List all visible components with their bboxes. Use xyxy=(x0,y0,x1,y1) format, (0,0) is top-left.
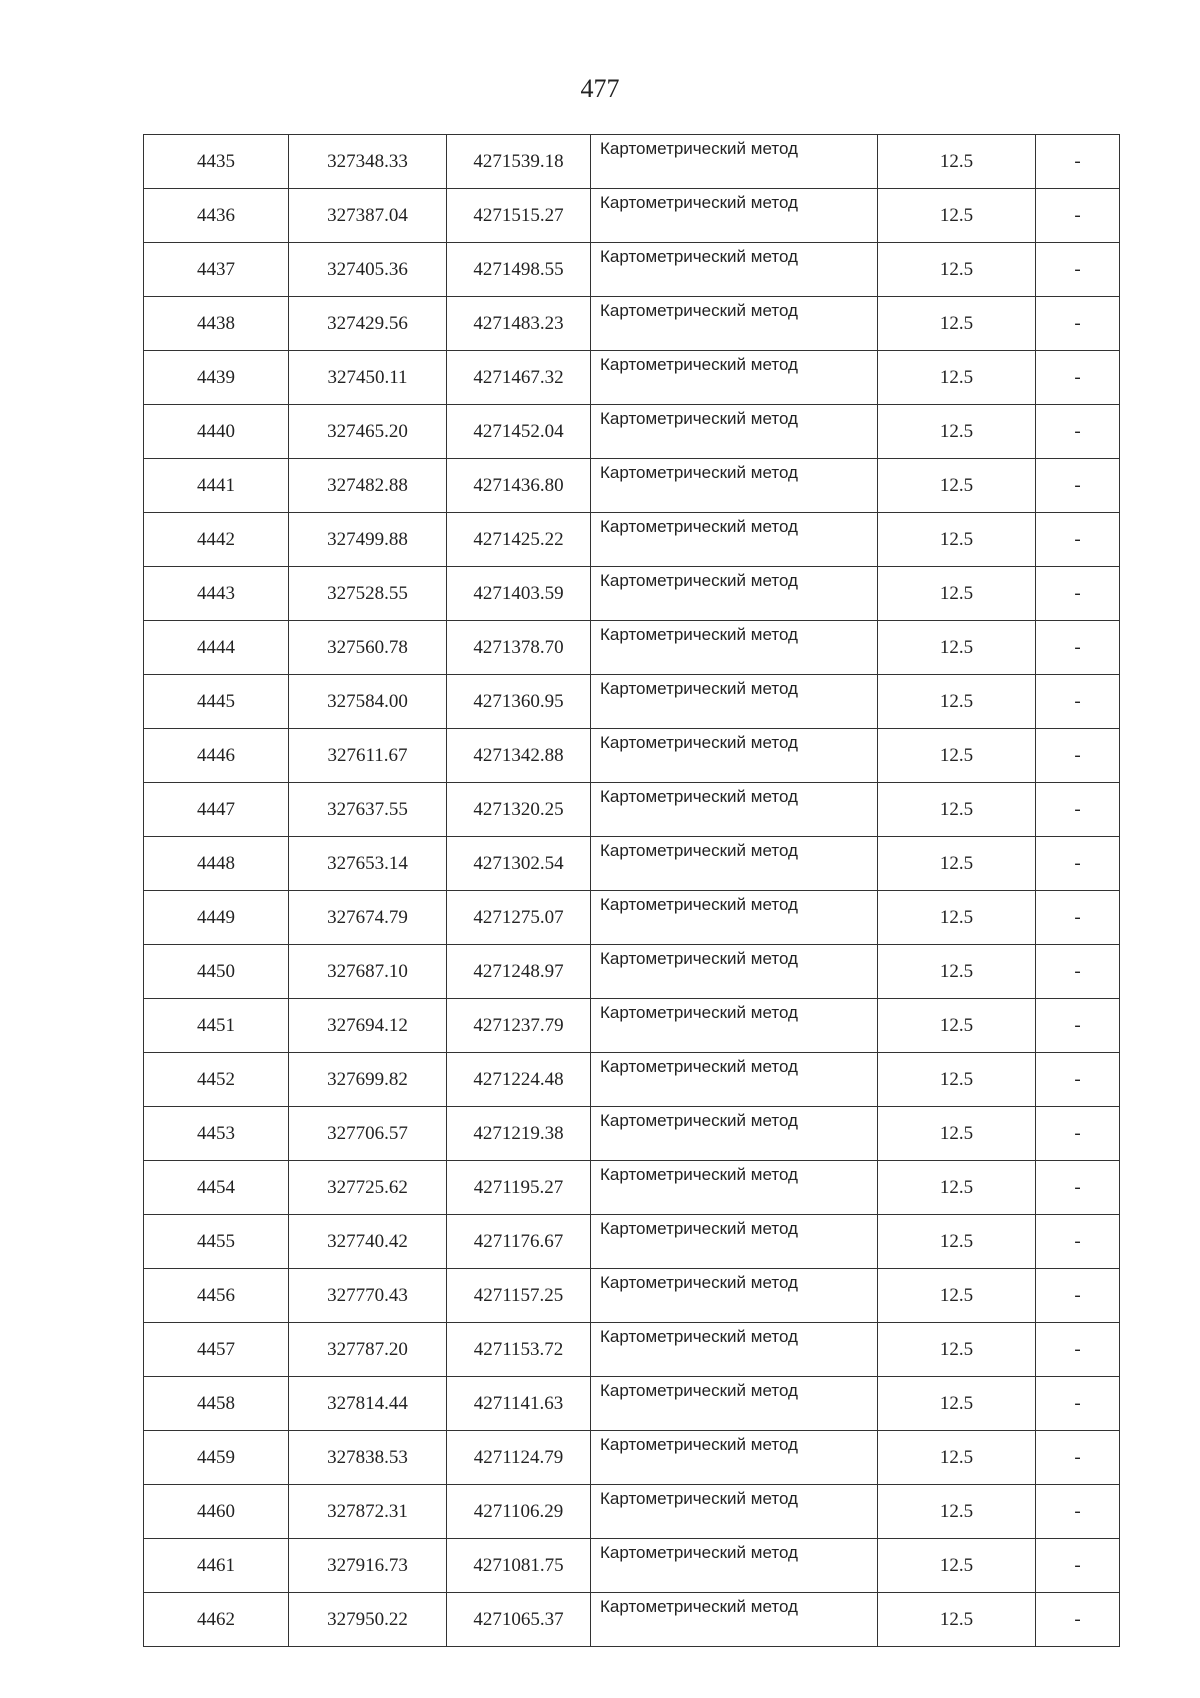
point-number-cell: 4461 xyxy=(144,1539,289,1593)
y-coordinate-cell: 4271320.25 xyxy=(447,783,591,837)
accuracy-cell: 12.5 xyxy=(878,1431,1036,1485)
note-cell: - xyxy=(1036,189,1120,243)
table-row xyxy=(144,513,1120,567)
y-coordinate-cell: 4271224.48 xyxy=(447,1053,591,1107)
table-row xyxy=(144,135,1120,189)
point-number-cell: 4460 xyxy=(144,1485,289,1539)
note-cell: - xyxy=(1036,1431,1120,1485)
x-coordinate-cell: 327348.33 xyxy=(289,135,447,189)
method-cell: Картометрический метод xyxy=(591,1593,878,1647)
point-number-cell: 4444 xyxy=(144,621,289,675)
note-cell: - xyxy=(1036,675,1120,729)
method-cell: Картометрический метод xyxy=(591,837,878,891)
accuracy-cell: 12.5 xyxy=(878,999,1036,1053)
point-number-cell: 4458 xyxy=(144,1377,289,1431)
y-coordinate-cell: 4271153.72 xyxy=(447,1323,591,1377)
accuracy-cell: 12.5 xyxy=(878,459,1036,513)
method-cell: Картометрический метод xyxy=(591,1431,878,1485)
coordinates-table-body xyxy=(144,135,1120,1647)
table-row xyxy=(144,1053,1120,1107)
x-coordinate-cell: 327465.20 xyxy=(289,405,447,459)
accuracy-cell: 12.5 xyxy=(878,513,1036,567)
method-cell: Картометрический метод xyxy=(591,1377,878,1431)
accuracy-cell: 12.5 xyxy=(878,189,1036,243)
table-row xyxy=(144,1539,1120,1593)
method-cell: Картометрический метод xyxy=(591,891,878,945)
point-number-cell: 4454 xyxy=(144,1161,289,1215)
point-number-cell: 4459 xyxy=(144,1431,289,1485)
x-coordinate-cell: 327405.36 xyxy=(289,243,447,297)
y-coordinate-cell: 4271403.59 xyxy=(447,567,591,621)
table-row xyxy=(144,1269,1120,1323)
y-coordinate-cell: 4271539.18 xyxy=(447,135,591,189)
note-cell: - xyxy=(1036,351,1120,405)
x-coordinate-cell: 327674.79 xyxy=(289,891,447,945)
table-row xyxy=(144,1161,1120,1215)
y-coordinate-cell: 4271302.54 xyxy=(447,837,591,891)
point-number-cell: 4453 xyxy=(144,1107,289,1161)
y-coordinate-cell: 4271467.32 xyxy=(447,351,591,405)
method-cell: Картометрический метод xyxy=(591,513,878,567)
note-cell: - xyxy=(1036,1539,1120,1593)
method-cell: Картометрический метод xyxy=(591,243,878,297)
point-number-cell: 4438 xyxy=(144,297,289,351)
note-cell: - xyxy=(1036,1593,1120,1647)
x-coordinate-cell: 327872.31 xyxy=(289,1485,447,1539)
table-row xyxy=(144,837,1120,891)
note-cell: - xyxy=(1036,621,1120,675)
x-coordinate-cell: 327450.11 xyxy=(289,351,447,405)
note-cell: - xyxy=(1036,891,1120,945)
note-cell: - xyxy=(1036,837,1120,891)
table-row xyxy=(144,189,1120,243)
note-cell: - xyxy=(1036,513,1120,567)
note-cell: - xyxy=(1036,1053,1120,1107)
method-cell: Картометрический метод xyxy=(591,135,878,189)
table-row xyxy=(144,1215,1120,1269)
point-number-cell: 4462 xyxy=(144,1593,289,1647)
point-number-cell: 4447 xyxy=(144,783,289,837)
point-number-cell: 4450 xyxy=(144,945,289,999)
x-coordinate-cell: 327482.88 xyxy=(289,459,447,513)
y-coordinate-cell: 4271065.37 xyxy=(447,1593,591,1647)
accuracy-cell: 12.5 xyxy=(878,621,1036,675)
accuracy-cell: 12.5 xyxy=(878,891,1036,945)
point-number-cell: 4437 xyxy=(144,243,289,297)
accuracy-cell: 12.5 xyxy=(878,351,1036,405)
accuracy-cell: 12.5 xyxy=(878,405,1036,459)
x-coordinate-cell: 327725.62 xyxy=(289,1161,447,1215)
y-coordinate-cell: 4271483.23 xyxy=(447,297,591,351)
point-number-cell: 4456 xyxy=(144,1269,289,1323)
method-cell: Картометрический метод xyxy=(591,783,878,837)
table-row xyxy=(144,351,1120,405)
note-cell: - xyxy=(1036,135,1120,189)
table-row xyxy=(144,297,1120,351)
x-coordinate-cell: 327387.04 xyxy=(289,189,447,243)
method-cell: Картометрический метод xyxy=(591,999,878,1053)
point-number-cell: 4441 xyxy=(144,459,289,513)
accuracy-cell: 12.5 xyxy=(878,945,1036,999)
accuracy-cell: 12.5 xyxy=(878,1593,1036,1647)
x-coordinate-cell: 327637.55 xyxy=(289,783,447,837)
x-coordinate-cell: 327528.55 xyxy=(289,567,447,621)
accuracy-cell: 12.5 xyxy=(878,1539,1036,1593)
note-cell: - xyxy=(1036,783,1120,837)
table-row xyxy=(144,1323,1120,1377)
method-cell: Картометрический метод xyxy=(591,1323,878,1377)
table-row xyxy=(144,729,1120,783)
table-row xyxy=(144,621,1120,675)
accuracy-cell: 12.5 xyxy=(878,675,1036,729)
accuracy-cell: 12.5 xyxy=(878,567,1036,621)
point-number-cell: 4451 xyxy=(144,999,289,1053)
accuracy-cell: 12.5 xyxy=(878,1053,1036,1107)
note-cell: - xyxy=(1036,297,1120,351)
method-cell: Картометрический метод xyxy=(591,567,878,621)
x-coordinate-cell: 327787.20 xyxy=(289,1323,447,1377)
y-coordinate-cell: 4271452.04 xyxy=(447,405,591,459)
y-coordinate-cell: 4271124.79 xyxy=(447,1431,591,1485)
x-coordinate-cell: 327611.67 xyxy=(289,729,447,783)
x-coordinate-cell: 327584.00 xyxy=(289,675,447,729)
x-coordinate-cell: 327687.10 xyxy=(289,945,447,999)
note-cell: - xyxy=(1036,1107,1120,1161)
table-row xyxy=(144,567,1120,621)
y-coordinate-cell: 4271498.55 xyxy=(447,243,591,297)
point-number-cell: 4435 xyxy=(144,135,289,189)
accuracy-cell: 12.5 xyxy=(878,837,1036,891)
note-cell: - xyxy=(1036,567,1120,621)
x-coordinate-cell: 327706.57 xyxy=(289,1107,447,1161)
x-coordinate-cell: 327429.56 xyxy=(289,297,447,351)
method-cell: Картометрический метод xyxy=(591,459,878,513)
note-cell: - xyxy=(1036,1377,1120,1431)
method-cell: Картометрический метод xyxy=(591,675,878,729)
x-coordinate-cell: 327694.12 xyxy=(289,999,447,1053)
point-number-cell: 4449 xyxy=(144,891,289,945)
table-row xyxy=(144,1593,1120,1647)
y-coordinate-cell: 4271157.25 xyxy=(447,1269,591,1323)
method-cell: Картометрический метод xyxy=(591,1107,878,1161)
note-cell: - xyxy=(1036,1485,1120,1539)
table-row xyxy=(144,1107,1120,1161)
y-coordinate-cell: 4271425.22 xyxy=(447,513,591,567)
table-row xyxy=(144,999,1120,1053)
accuracy-cell: 12.5 xyxy=(878,729,1036,783)
point-number-cell: 4457 xyxy=(144,1323,289,1377)
accuracy-cell: 12.5 xyxy=(878,783,1036,837)
note-cell: - xyxy=(1036,405,1120,459)
point-number-cell: 4440 xyxy=(144,405,289,459)
accuracy-cell: 12.5 xyxy=(878,1269,1036,1323)
point-number-cell: 4439 xyxy=(144,351,289,405)
accuracy-cell: 12.5 xyxy=(878,297,1036,351)
x-coordinate-cell: 327653.14 xyxy=(289,837,447,891)
accuracy-cell: 12.5 xyxy=(878,1215,1036,1269)
y-coordinate-cell: 4271141.63 xyxy=(447,1377,591,1431)
method-cell: Картометрический метод xyxy=(591,1269,878,1323)
note-cell: - xyxy=(1036,729,1120,783)
x-coordinate-cell: 327740.42 xyxy=(289,1215,447,1269)
y-coordinate-cell: 4271378.70 xyxy=(447,621,591,675)
method-cell: Картометрический метод xyxy=(591,1485,878,1539)
table-row xyxy=(144,459,1120,513)
table-row xyxy=(144,783,1120,837)
page-number: 477 xyxy=(580,74,620,103)
point-number-cell: 4448 xyxy=(144,837,289,891)
point-number-cell: 4455 xyxy=(144,1215,289,1269)
x-coordinate-cell: 327499.88 xyxy=(289,513,447,567)
table-row xyxy=(144,891,1120,945)
accuracy-cell: 12.5 xyxy=(878,243,1036,297)
accuracy-cell: 12.5 xyxy=(878,1107,1036,1161)
table-row xyxy=(144,243,1120,297)
method-cell: Картометрический метод xyxy=(591,1539,878,1593)
method-cell: Картометрический метод xyxy=(591,405,878,459)
y-coordinate-cell: 4271219.38 xyxy=(447,1107,591,1161)
accuracy-cell: 12.5 xyxy=(878,135,1036,189)
y-coordinate-cell: 4271176.67 xyxy=(447,1215,591,1269)
note-cell: - xyxy=(1036,1215,1120,1269)
method-cell: Картометрический метод xyxy=(591,1215,878,1269)
table-row xyxy=(144,1485,1120,1539)
y-coordinate-cell: 4271360.95 xyxy=(447,675,591,729)
y-coordinate-cell: 4271081.75 xyxy=(447,1539,591,1593)
table-row xyxy=(144,945,1120,999)
y-coordinate-cell: 4271237.79 xyxy=(447,999,591,1053)
coordinates-table xyxy=(143,134,1120,1647)
x-coordinate-cell: 327916.73 xyxy=(289,1539,447,1593)
y-coordinate-cell: 4271515.27 xyxy=(447,189,591,243)
method-cell: Картометрический метод xyxy=(591,189,878,243)
x-coordinate-cell: 327838.53 xyxy=(289,1431,447,1485)
method-cell: Картометрический метод xyxy=(591,1053,878,1107)
table-row xyxy=(144,1431,1120,1485)
y-coordinate-cell: 4271106.29 xyxy=(447,1485,591,1539)
note-cell: - xyxy=(1036,945,1120,999)
table-row xyxy=(144,1377,1120,1431)
y-coordinate-cell: 4271248.97 xyxy=(447,945,591,999)
table-row xyxy=(144,405,1120,459)
x-coordinate-cell: 327770.43 xyxy=(289,1269,447,1323)
point-number-cell: 4446 xyxy=(144,729,289,783)
y-coordinate-cell: 4271342.88 xyxy=(447,729,591,783)
method-cell: Картометрический метод xyxy=(591,945,878,999)
accuracy-cell: 12.5 xyxy=(878,1485,1036,1539)
point-number-cell: 4442 xyxy=(144,513,289,567)
method-cell: Картометрический метод xyxy=(591,351,878,405)
accuracy-cell: 12.5 xyxy=(878,1377,1036,1431)
table-row xyxy=(144,675,1120,729)
method-cell: Картометрический метод xyxy=(591,621,878,675)
method-cell: Картометрический метод xyxy=(591,729,878,783)
y-coordinate-cell: 4271275.07 xyxy=(447,891,591,945)
x-coordinate-cell: 327560.78 xyxy=(289,621,447,675)
note-cell: - xyxy=(1036,459,1120,513)
note-cell: - xyxy=(1036,1323,1120,1377)
accuracy-cell: 12.5 xyxy=(878,1161,1036,1215)
note-cell: - xyxy=(1036,1161,1120,1215)
y-coordinate-cell: 4271436.80 xyxy=(447,459,591,513)
point-number-cell: 4443 xyxy=(144,567,289,621)
point-number-cell: 4452 xyxy=(144,1053,289,1107)
y-coordinate-cell: 4271195.27 xyxy=(447,1161,591,1215)
point-number-cell: 4436 xyxy=(144,189,289,243)
method-cell: Картометрический метод xyxy=(591,1161,878,1215)
x-coordinate-cell: 327814.44 xyxy=(289,1377,447,1431)
accuracy-cell: 12.5 xyxy=(878,1323,1036,1377)
method-cell: Картометрический метод xyxy=(591,297,878,351)
point-number-cell: 4445 xyxy=(144,675,289,729)
x-coordinate-cell: 327699.82 xyxy=(289,1053,447,1107)
x-coordinate-cell: 327950.22 xyxy=(289,1593,447,1647)
note-cell: - xyxy=(1036,1269,1120,1323)
note-cell: - xyxy=(1036,999,1120,1053)
note-cell: - xyxy=(1036,243,1120,297)
